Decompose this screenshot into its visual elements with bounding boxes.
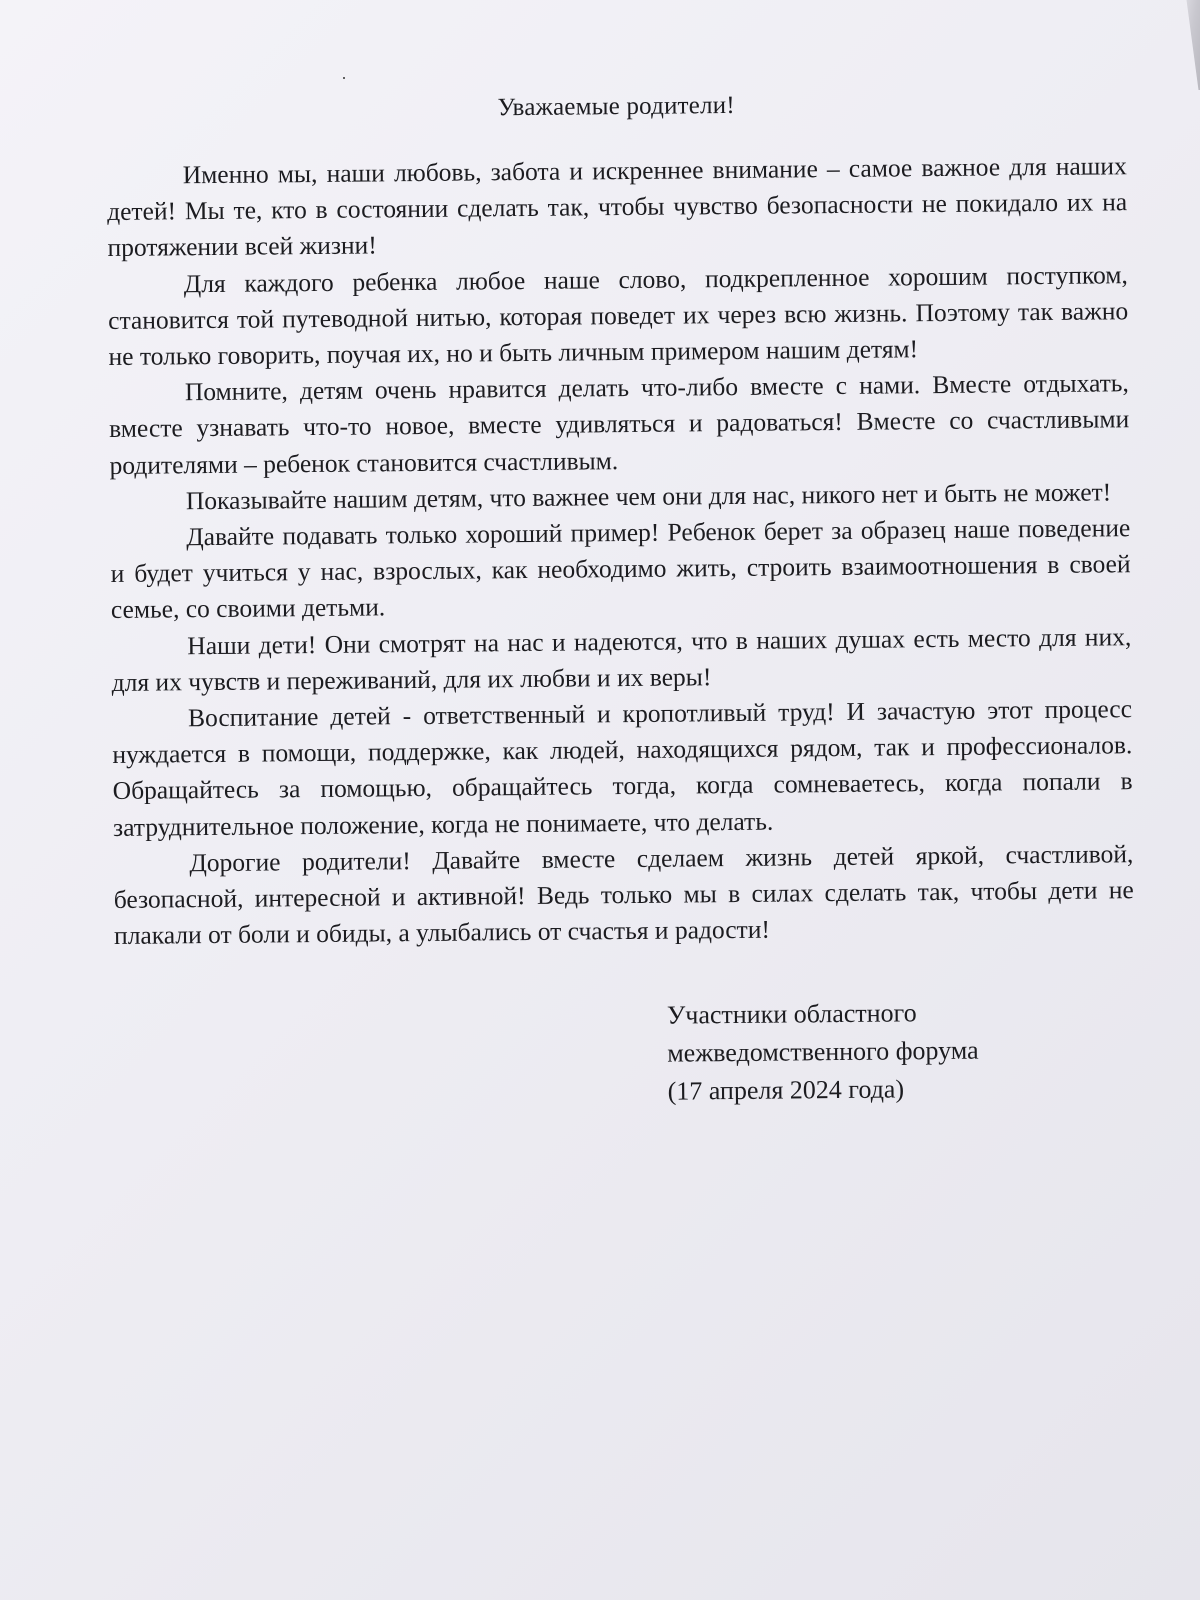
letter-paragraph-4: Показывайте нашим детям, что важнее чем они для нас, никого нет и быть не может!	[185, 477, 1112, 516]
letter-paragraph-7: Воспитание детей - ответственный и кропотливый труд! И зачастую этот процесс нуждается в помощи, поддержке, как людей, находящихся рядом, так и профессионалов. Обращайтесь за помощью, обращайтесь тогда, когда сомневаетесь, когда попали в затруднительное положение, когда не понимаете, что делать.	[112, 694, 1133, 842]
signature-line-date: (17 апреля 2024 года)	[667, 1074, 905, 1107]
signature-line-organization: Участники областного	[666, 998, 917, 1031]
ink-speck	[343, 77, 345, 79]
paper-corner-shadow	[1170, 0, 1200, 90]
letter-paragraph-6: Наши дети! Они смотрят на нас и надеются, что в наших душах есть место для них, для их чувств и переживаний, для их любви и их веры!	[111, 621, 1132, 697]
letter-paragraph-2: Для каждого ребенка любое наше слово, подкрепленное хорошим поступком, становится той путеводной нитью, которая поведет их через всю жизнь. Поэтому так важно не только говорить, поучая их, но и быть личным примером нашим детям!	[108, 259, 1129, 372]
letter-paragraph-8: Дорогие родители! Давайте вместе сделаем жизнь детей яркой, счастливой, безопасной, интересной и активной! Ведь только мы в силах сделать так, чтобы дети не плакали от боли и обиды, а улыбались от счастья и радости!	[113, 839, 1134, 951]
letter-signature	[667, 993, 1136, 1111]
letter-body	[106, 82, 1136, 1116]
letter-salutation: Уважаемые родители!	[497, 91, 735, 122]
signature-line-forum: межведомственного форума	[667, 1036, 979, 1069]
letter-paragraph-1: Именно мы, наши любовь, забота и искреннее внимание – самое важное для наших детей! Мы те, кто в состоянии сделать так, чтобы чувство безопасности не покидало их на протяжении всей жизни!	[107, 151, 1128, 263]
letter-paragraph-3: Помните, детям очень нравится делать что-либо вместе с нами. Вместе отдыхать, вместе узнавать что-то новое, вместе удивляться и радоваться! Вместе со счастливыми родителями – ребенок становится счастливым.	[109, 368, 1130, 480]
letter-paragraph-5: Давайте подавать только хороший пример! Ребенок берет за образец наше поведение и будет учиться у нас, взрослых, как необходимо жить, строить взаимоотношения в своей семье, со своими детьми.	[110, 513, 1131, 625]
